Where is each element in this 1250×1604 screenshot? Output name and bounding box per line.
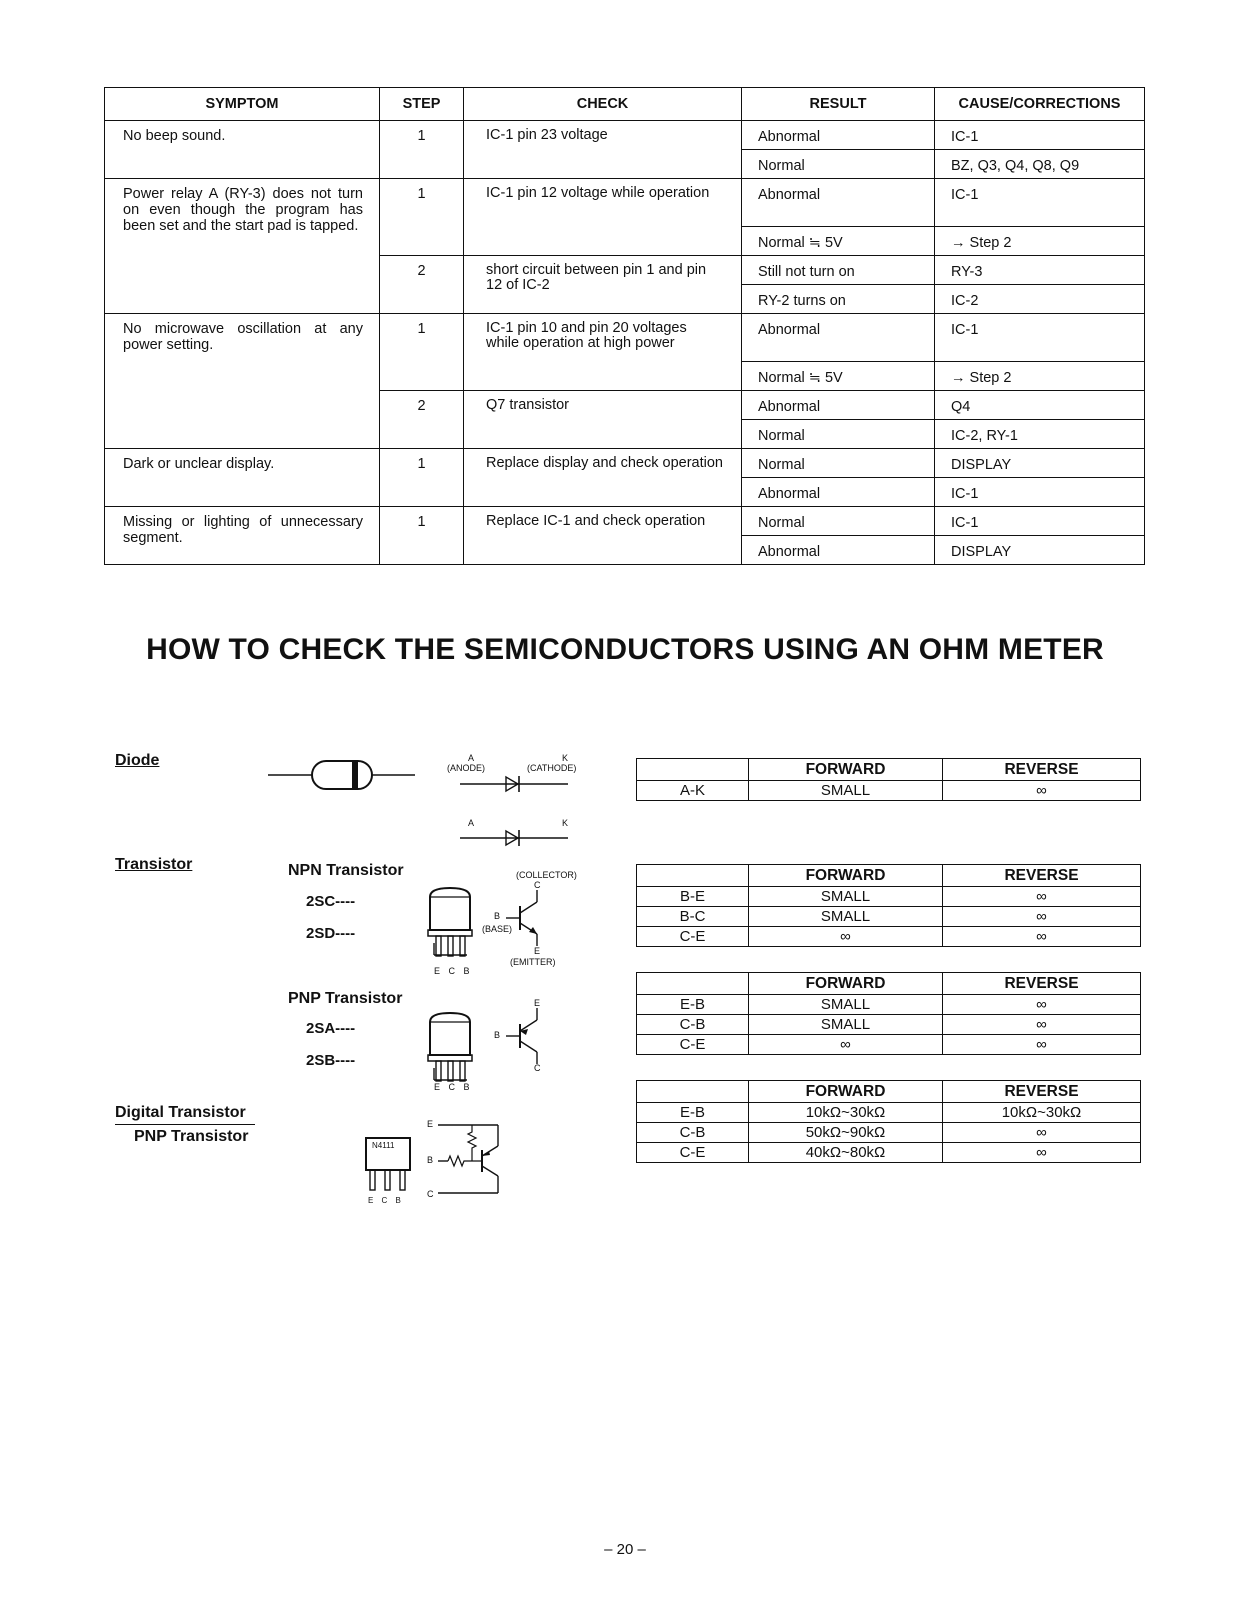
digital-emitter-letter: E [427,1119,434,1129]
npn-type-2sd: 2SD---- [306,925,356,942]
digital-transistor-label: Digital Transistor [115,1104,246,1121]
forward-cell: 40kΩ~80kΩ [749,1143,943,1163]
forward-header: FORWARD [749,865,943,887]
check-cell: short circuit between pin 1 and pin 12 of IC-2 [464,256,742,314]
header-cause: CAUSE/CORRECTIONS [935,88,1145,121]
check-cell: IC-1 pin 23 voltage [464,121,742,179]
result-cell: Abnormal [742,478,935,507]
table-row [105,179,1145,227]
forward-cell: ∞ [749,1035,943,1055]
junction-cell: C-E [637,1035,749,1055]
table-row [637,1015,1141,1035]
junction-cell: C-B [637,1015,749,1035]
table-header-row [637,973,1141,995]
diode-symbol-1 [460,773,590,795]
forward-cell: 50kΩ~90kΩ [749,1123,943,1143]
anode-label: (ANODE) [447,763,485,773]
header-result: RESULT [742,88,935,121]
reverse-header: REVERSE [943,973,1141,995]
emitter-label: (EMITTER) [510,957,556,967]
reverse-cell: ∞ [943,1035,1141,1055]
reverse-cell: ∞ [943,1015,1141,1035]
digital-transistor-symbol [436,1118,506,1198]
npn-ohm-table [636,864,1141,947]
result-cell: Abnormal [742,314,935,362]
pnp-pins: E C B [434,1082,473,1092]
base-letter: B [494,911,501,921]
cause-cell: → Step 2 [935,227,1145,256]
reverse-header: REVERSE [943,759,1141,781]
pnp-symbol [500,1006,550,1066]
cause-cell: IC-1 [935,507,1145,536]
symptom-cell: Dark or unclear display. [105,449,380,507]
junction-cell: E-B [637,1103,749,1123]
junction-cell: C-E [637,1143,749,1163]
digital-pins: E C B [368,1196,404,1205]
blank-header [637,759,749,781]
digital-ohm-table [636,1080,1141,1163]
cause-cell: IC-2 [935,285,1145,314]
symptom-cell: No beep sound. [105,121,380,179]
reverse-cell: ∞ [943,1143,1141,1163]
cause-cell: BZ, Q3, Q4, Q8, Q9 [935,150,1145,179]
blank-header [637,1081,749,1103]
digital-base-letter: B [427,1155,434,1165]
reverse-header: REVERSE [943,865,1141,887]
step-cell: 1 [380,121,464,179]
header-check: CHECK [464,88,742,121]
pnp-type-2sb: 2SB---- [306,1052,356,1069]
table-header-row [105,88,1145,121]
symptom-cell: Power relay A (RY-3) does not turn on even though the program has been set and the start pad is tapped. [105,179,380,314]
label-underline [115,1124,255,1125]
table-row [637,781,1141,801]
table-row [637,1035,1141,1055]
check-cell: IC-1 pin 10 and pin 20 voltages while operation at high power [464,314,742,391]
chip-label: N4111 [372,1141,395,1150]
npn-type-2sc: 2SC---- [306,893,356,910]
collector-letter: C [534,880,541,890]
step-cell: 1 [380,507,464,565]
forward-cell: SMALL [749,907,943,927]
table-row [637,1123,1141,1143]
result-cell: Abnormal [742,121,935,150]
pnp-type-2sa: 2SA---- [306,1020,356,1037]
junction-cell: E-B [637,995,749,1015]
forward-cell: SMALL [749,995,943,1015]
result-cell: Normal ≒ 5V [742,227,935,256]
table-row [105,449,1145,478]
result-cell: Normal ≒ 5V [742,362,935,391]
table-header-row [637,865,1141,887]
junction-cell: B-C [637,907,749,927]
forward-cell: ∞ [749,927,943,947]
digital-pnp-label: PNP Transistor [134,1128,249,1145]
step-cell: 1 [380,449,464,507]
header-step: STEP [380,88,464,121]
junction-cell: A-K [637,781,749,801]
check-cell: IC-1 pin 12 voltage while operation [464,179,742,256]
digital-collector-letter: C [427,1189,434,1199]
table-row [637,1103,1141,1123]
reverse-cell: 10kΩ~30kΩ [943,1103,1141,1123]
reverse-cell: ∞ [943,887,1141,907]
npn-package-drawing [425,885,485,965]
forward-cell: SMALL [749,1015,943,1035]
table-row [105,314,1145,362]
reverse-cell: ∞ [943,1123,1141,1143]
forward-header: FORWARD [749,973,943,995]
forward-cell: SMALL [749,887,943,907]
step-cell: 2 [380,391,464,449]
cause-cell: IC-2, RY-1 [935,420,1145,449]
check-cell: Q7 transistor [464,391,742,449]
result-cell: Normal [742,507,935,536]
cathode-letter: K [562,753,569,763]
step-cell: 2 [380,256,464,314]
check-cell: Replace IC-1 and check operation [464,507,742,565]
diode-package-drawing [260,745,420,795]
table-row [637,995,1141,1015]
table-row [105,507,1145,536]
npn-label: NPN Transistor [288,862,404,879]
result-cell: Abnormal [742,179,935,227]
cause-cell: DISPLAY [935,536,1145,565]
cause-cell: IC-1 [935,314,1145,362]
cathode-letter-2: K [562,818,569,828]
npn-pins: E C B [434,966,473,976]
cause-cell: IC-1 [935,179,1145,227]
cause-cell: IC-1 [935,121,1145,150]
page-number: – 20 – [604,1541,646,1558]
reverse-cell: ∞ [943,907,1141,927]
check-cell: Replace display and check operation [464,449,742,507]
step-cell: 1 [380,314,464,391]
symptom-cell: No microwave oscillation at any power setting. [105,314,380,449]
cause-cell: IC-1 [935,478,1145,507]
anode-letter-2: A [468,818,475,828]
pnp-label: PNP Transistor [288,990,403,1007]
junction-cell: B-E [637,887,749,907]
forward-header: FORWARD [749,1081,943,1103]
diode-label: Diode [115,752,160,769]
forward-cell: 10kΩ~30kΩ [749,1103,943,1123]
base-label: (BASE) [482,924,513,934]
table-row [637,1143,1141,1163]
forward-header: FORWARD [749,759,943,781]
pnp-base-letter: B [494,1030,501,1040]
reverse-cell: ∞ [943,995,1141,1015]
table-row [637,927,1141,947]
result-cell: Still not turn on [742,256,935,285]
junction-cell: C-E [637,927,749,947]
symptom-cell: Missing or lighting of unnecessary segment. [105,507,380,565]
cause-cell: RY-3 [935,256,1145,285]
pnp-emitter-letter: E [534,998,541,1008]
cause-cell: → Step 2 [935,362,1145,391]
table-header-row [637,1081,1141,1103]
result-cell: Normal [742,449,935,478]
blank-header [637,865,749,887]
reverse-cell: ∞ [943,781,1141,801]
header-symptom: SYMPTOM [105,88,380,121]
anode-letter: A [468,753,475,763]
blank-header [637,973,749,995]
table-row [105,121,1145,150]
reverse-cell: ∞ [943,927,1141,947]
transistor-label: Transistor [115,856,193,873]
result-cell: Abnormal [742,536,935,565]
cathode-label: (CATHODE) [527,763,577,773]
troubleshooting-table [104,87,1145,565]
result-cell: Normal [742,150,935,179]
pnp-package-drawing [425,1010,485,1090]
table-row [637,887,1141,907]
cause-cell: Q4 [935,391,1145,420]
result-cell: RY-2 turns on [742,285,935,314]
section-title: HOW TO CHECK THE SEMICONDUCTORS USING AN OHM METER [146,633,1104,666]
table-header-row [637,759,1141,781]
result-cell: Abnormal [742,391,935,420]
collector-label: (COLLECTOR) [516,870,577,880]
result-cell: Normal [742,420,935,449]
step-cell: 1 [380,179,464,256]
diode-ohm-table [636,758,1141,801]
npn-symbol [500,888,550,948]
reverse-header: REVERSE [943,1081,1141,1103]
diode-symbol-2 [460,827,590,849]
cause-cell: DISPLAY [935,449,1145,478]
pnp-ohm-table [636,972,1141,1055]
table-row [637,907,1141,927]
forward-cell: SMALL [749,781,943,801]
emitter-letter: E [534,946,541,956]
pnp-collector-letter: C [534,1063,541,1073]
junction-cell: C-B [637,1123,749,1143]
